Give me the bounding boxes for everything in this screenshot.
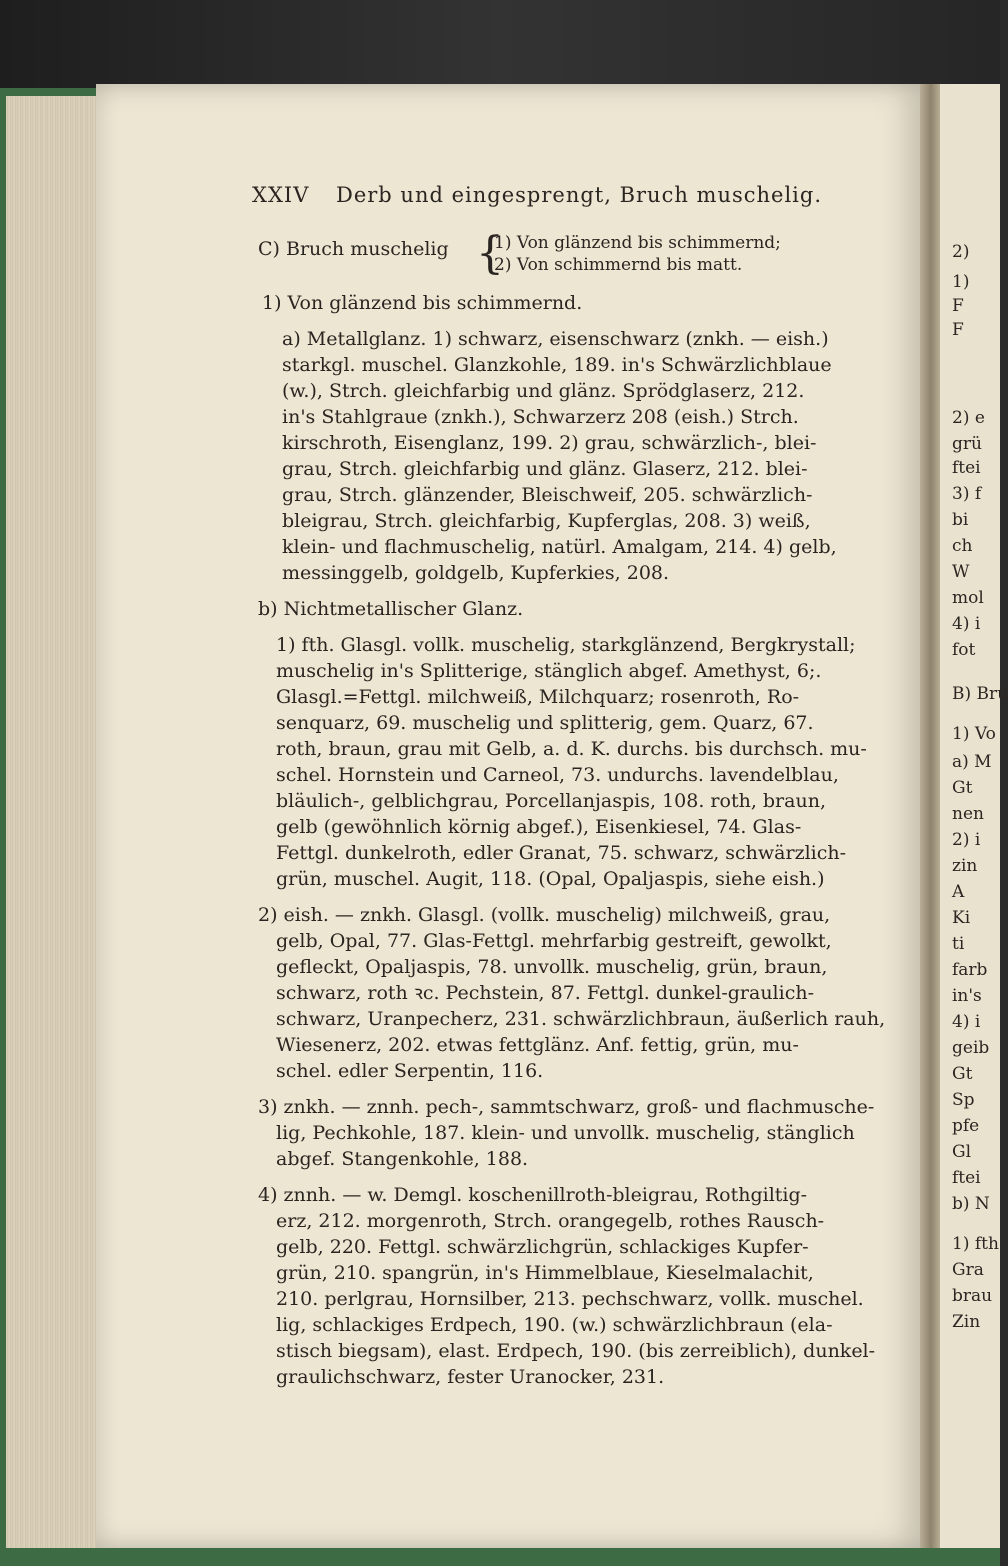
right-page-fragment: zin (952, 856, 978, 876)
text-line: (w.), Strch. gleichfarbig und glänz. Sprödglaserz, 212. (282, 380, 805, 402)
right-page-fragment: 3) f (952, 484, 982, 504)
text-line: gelb, Opal, 77. Glas-Fettgl. mehrfarbig gestreift, gewolkt, (276, 930, 832, 952)
right-page-fragment: fot (952, 640, 976, 660)
text-line: 210. perlgrau, Hornsilber, 213. pechschwarz, vollk. muschel. (276, 1288, 864, 1310)
section-heading: C) Bruch muschelig (258, 238, 449, 260)
right-page-fragment: 2) e (952, 408, 985, 428)
subsection-heading: b) Nichtmetallischer Glanz. (258, 598, 524, 620)
page-text (96, 84, 930, 1548)
right-page-fragment: ftei (952, 458, 981, 478)
running-head: Derb und eingesprengt, Bruch muschelig. (336, 183, 823, 207)
right-page-edge (940, 84, 1008, 1548)
left-page (96, 84, 930, 1548)
subsection-heading: 1) Von glänzend bis schimmernd. (262, 292, 583, 314)
text-line: grün, muschel. Augit, 118. (Opal, Opaljaspis, siehe eish.) (276, 868, 825, 890)
text-line: gelb, 220. Fettgl. schwärzlichgrün, schlackiges Kupfer- (276, 1236, 809, 1258)
right-page-fragment: Gl (952, 1142, 972, 1162)
text-line: roth, braun, grau mit Gelb, a. d. K. durchs. bis durchsch. mu- (276, 738, 867, 760)
right-page-fragment: Zin (952, 1312, 981, 1332)
text-line: gefleckt, Opaljaspis, 78. unvollk. muschelig, grün, braun, (276, 956, 828, 978)
text-line: lig, schlackiges Erdpech, 190. (w.) schwärzlichbraun (ela- (276, 1314, 833, 1336)
text-line: schel. Hornstein und Carneol, 73. undurchs. lavendelblau, (276, 764, 839, 786)
right-page-fragment: b) N (952, 1194, 990, 1214)
right-page-fragment: F (952, 320, 964, 340)
right-page-fragment: pfe (952, 1116, 980, 1136)
right-page-fragment: brau (952, 1286, 993, 1306)
right-page-fragment: ti (952, 934, 965, 954)
text-line: Wiesenerz, 202. etwas fettglänz. Anf. fettig, grün, mu- (276, 1034, 799, 1056)
text-line: bleigrau, Strch. gleichfarbig, Kupferglas, 208. 3) weiß, (282, 510, 811, 532)
text-line: 1) fth. Glasgl. vollk. muschelig, starkglänzend, Bergkrystall; (276, 634, 856, 656)
right-page-fragment: 2) i (952, 830, 981, 850)
text-line: muschelig in's Splitterige, stänglich abgef. Amethyst, 6;. (276, 660, 822, 682)
text-line: grün, 210. spangrün, in's Himmelblaue, Kieselmalachit, (276, 1262, 814, 1284)
text-line: in's Stahlgraue (znkh.), Schwarzerz 208 (eish.) Strch. (282, 406, 799, 428)
page-block-edge (6, 96, 98, 1548)
right-page-fragment: nen (952, 804, 984, 824)
right-page-fragment: W (952, 562, 970, 582)
right-page-fragment: F (952, 296, 964, 316)
text-line: a) Metallglanz. 1) schwarz, eisenschwarz (znkh. — eish.) (282, 328, 829, 350)
text-line: schel. edler Serpentin, 116. (276, 1060, 544, 1082)
right-page-fragment: geib (952, 1038, 990, 1058)
right-page-fragment: 4) i (952, 614, 981, 634)
text-line: abgef. Stangenkohle, 188. (276, 1148, 529, 1170)
text-line: senquarz, 69. muschelig und splitterig, gem. Quarz, 67. (276, 712, 814, 734)
right-page-fragment: 4) i (952, 1012, 981, 1032)
text-line: schwarz, roth ꝛc. Pechstein, 87. Fettgl. dunkel-graulich- (276, 982, 815, 1004)
page-number: XXIV (252, 183, 310, 207)
text-line: grau, Strch. gleichfarbig und glänz. Glaserz, 212. blei- (282, 458, 808, 480)
right-page-fragment: Gt (952, 1064, 973, 1084)
right-page-fragment: Ki (952, 908, 971, 928)
text-line: 4) znnh. — w. Demgl. koschenillroth-bleigrau, Rothgiltig- (258, 1184, 808, 1206)
right-page-fragment: Sp (952, 1090, 975, 1110)
right-page-fragment: A (952, 882, 965, 902)
text-line: stisch biegsam), elast. Erdpech, 190. (bis zerreiblich), dunkel- (276, 1340, 876, 1362)
text-line: starkgl. muschel. Glanzkohle, 189. in's Schwärzlichblaue (282, 354, 832, 376)
text-line: lig, Pechkohle, 187. klein- und unvollk. muschelig, stänglich (276, 1122, 855, 1144)
text-line: graulichschwarz, fester Uranocker, 231. (276, 1366, 665, 1388)
text-line: messinggelb, goldgelb, Kupferkies, 208. (282, 562, 670, 584)
right-page-fragment: in's (952, 986, 982, 1006)
right-page-fragment: 1) (952, 272, 970, 292)
right-page-fragment: ch (952, 536, 973, 556)
text-line: schwarz, Uranpecherz, 231. schwärzlichbraun, äußerlich rauh, (276, 1008, 886, 1030)
right-page-fragment: Gra (952, 1260, 984, 1280)
right-page-fragment: farb (952, 960, 988, 980)
text-line: bläulich-, gelblichgrau, Porcellanjaspis, 108. roth, braun, (276, 790, 826, 812)
text-line: Fettgl. dunkelroth, edler Granat, 75. schwarz, schwärzlich- (276, 842, 847, 864)
right-page-fragment: bi (952, 510, 969, 530)
text-line: klein- und flachmuschelig, natürl. Amalgam, 214. 4) gelb, (282, 536, 837, 558)
text-line: kirschroth, Eisenglanz, 199. 2) grau, schwärzlich-, blei- (282, 432, 817, 454)
text-line: 2) eish. — znkh. Glasgl. (vollk. muschelig) milchweiß, grau, (258, 904, 831, 926)
right-page-fragment: Gt (952, 778, 973, 798)
right-page-fragment: 2) (952, 242, 970, 262)
right-page-fragment: a) M (952, 752, 992, 772)
right-page-fragment: ftei (952, 1168, 981, 1188)
right-page-fragment: 1) fth (952, 1234, 999, 1254)
text-line: 2) Von schimmernd bis matt. (494, 255, 743, 275)
text-line: 1) Von glänzend bis schimmernd; (494, 233, 781, 253)
right-page-fragment: 1) Vo (952, 724, 996, 744)
right-page-fragment: grü (952, 434, 982, 454)
text-line: erz, 212. morgenroth, Strch. orangegelb, rothes Rausch- (276, 1210, 825, 1232)
right-page-fragment: B) Bru (952, 684, 1008, 704)
right-page-fragment: mol (952, 588, 984, 608)
text-line: 3) znkh. — znnh. pech-, sammtschwarz, groß- und flachmusche- (258, 1096, 875, 1118)
text-line: grau, Strch. glänzender, Bleischweif, 205. schwärzlich- (282, 484, 813, 506)
text-line: Glasgl.=Fettgl. milchweiß, Milchquarz; rosenroth, Ro- (276, 686, 800, 708)
brace-symbol: { (476, 228, 504, 279)
text-line: gelb (gewöhnlich körnig abgef.), Eisenkiesel, 74. Glas- (276, 816, 802, 838)
